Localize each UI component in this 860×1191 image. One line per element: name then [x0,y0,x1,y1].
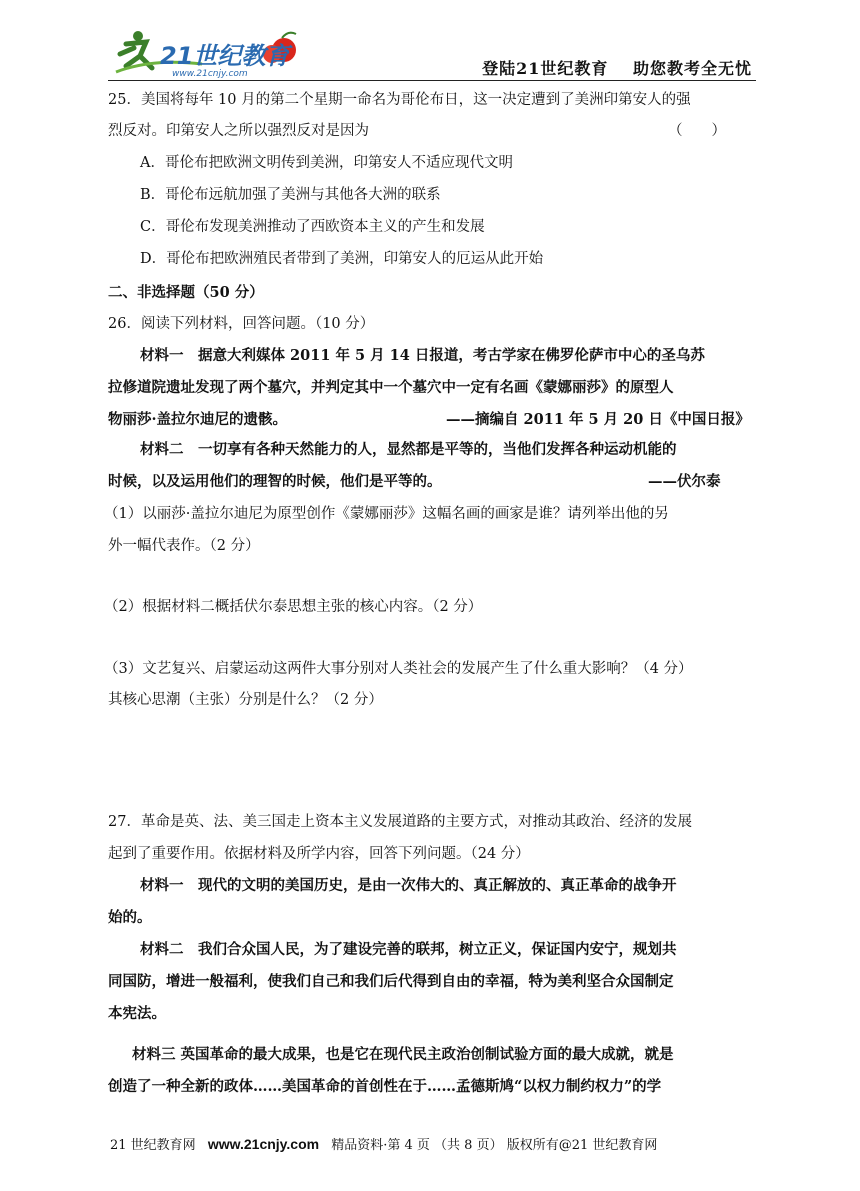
q26-material2-line1: 材料二 一切享有各种天然能力的人，显然都是平等的，当他们发挥各种运动机能的 [140,441,677,458]
slogan-left: 登陆21世纪教育 [482,59,609,78]
q25-line2: 烈反对。印第安人之所以强烈反对是因为 [108,123,369,139]
q26-sub1-line1: （1）以丽莎·盖拉尔迪尼为原型创作《蒙娜丽莎》这幅名画的画家是谁？请列举出他的另 [104,506,669,522]
site-logo [112,28,312,80]
q25-option-a: A．哥伦布把欧洲文明传到美洲，印第安人不适应现代文明 [140,155,513,171]
q26-material1-line1: 材料一 据意大利媒体 2011 年 5 月 14 日报道，考古学家在佛罗伦萨市中心的圣乌苏 [140,347,705,364]
footer-url-link[interactable]: www.21cnjy.com [207,1136,320,1152]
q26-material2-line2: 时候，以及运用他们的理智的时候，他们是平等的。 [108,473,442,490]
q27-material2-line2: 同国防，增进一般福利，使我们自己和我们后代得到自由的幸福，特为美利坚合众国制定 [108,973,674,990]
q26-intro: 26．阅读下列材料，回答问题。（10 分） [108,316,375,332]
q25-option-d: D．哥伦布把欧洲殖民者带到了美洲，印第安人的厄运从此开始 [140,251,544,267]
q25-option-b: B．哥伦布远航加强了美洲与其他各大洲的联系 [140,187,441,203]
footer-site: 21 世纪教育网 [110,1138,196,1153]
q27-material3-line1: 材料三 英国革命的最大成果，也是它在现代民主政治创制试验方面的最大成就，就是 [132,1046,674,1063]
q26-material2-source: ——伏尔泰 [648,473,721,490]
q27-material2-line1: 材料二 我们合众国人民，为了建设完善的联邦，树立正义，保证国内安宁，规划共 [140,941,677,958]
q27-intro-line1: 27．革命是英、法、美三国走上资本主义发展道路的主要方式，对推动其政治、经济的发展 [108,814,692,830]
section2-title: 二、非选择题（50 分） [108,284,264,301]
q26-material1-line2: 拉修道院遗址发现了两个墓穴，并判定其中一个墓穴中一定有名画《蒙娜丽莎》的原型人 [108,379,674,396]
q26-sub3-line2: 其核心思潮（主张）分别是什么？（2 分） [108,692,383,708]
logo-url: www.21cnjy.com [172,69,248,79]
q27-material3-line2: 创造了一种全新的政体……美国革命的首创性在于……孟德斯鸠“以权力制约权力”的学 [108,1078,662,1095]
q27-intro-line2: 起到了重要作用。依据材料及所学内容，回答下列问题。（24 分） [108,846,530,862]
page-footer [110,1134,657,1153]
footer-info: 精品资料·第 4 页 （共 8 页） 版权所有@21 世纪教育网 [331,1138,658,1153]
q25-option-c: C．哥伦布发现美洲推动了西欧资本主义的产生和发展 [140,219,485,235]
slogan-right: 助您教考全无忧 [632,59,752,78]
q26-sub3-line1: （3）文艺复兴、启蒙运动这两件大事分别对人类社会的发展产生了什么重大影响？（4 分） [104,661,693,677]
header-slogan [464,56,752,79]
q25-answer-paren: （ ） [668,123,726,139]
q27-material2-line3: 本宪法。 [108,1005,166,1022]
q26-sub2: （2）根据材料二概括伏尔泰思想主张的核心内容。（2 分） [104,599,483,615]
header-divider [108,80,756,81]
q26-material1-line3: 物丽莎·盖拉尔迪尼的遗骸。 [108,411,288,428]
q27-material1-line2: 始的。 [108,909,152,926]
q26-sub1-line2: 外一幅代表作。（2 分） [108,538,260,554]
q27-material1-line1: 材料一 现代的文明的美国历史，是由一次伟大的、真正解放的、真正革命的战争开 [140,877,677,894]
logo-text: 21世纪教育 [160,42,290,70]
q25-line1: 25．美国将每年 10 月的第二个星期一命名为哥伦布日，这一决定遭到了美洲印第安人的强 [108,92,691,108]
q26-material1-source: ——摘编自 2011 年 5 月 20 日《中国日报》 [446,411,750,428]
